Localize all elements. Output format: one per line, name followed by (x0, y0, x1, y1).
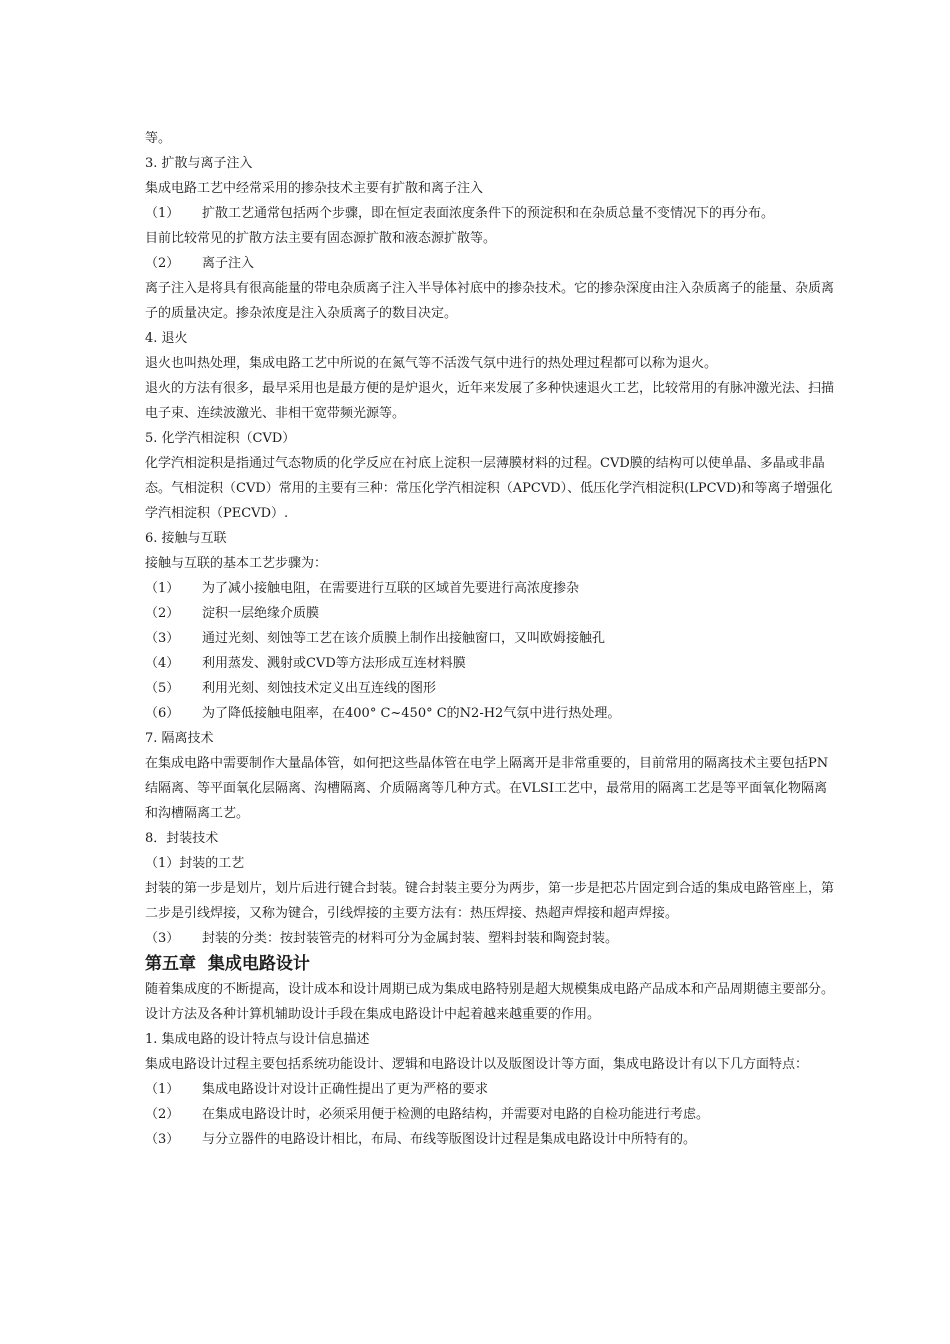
list-item (145, 1077, 835, 1102)
list-text: 封装的分类：按封装管壳的材料可分为金属封装、塑料封装和陶瓷封装。 (202, 931, 619, 946)
section-heading: 3. 扩散与离子注入 (145, 156, 253, 171)
section-heading: 8．封装技术 (145, 831, 219, 846)
section-heading: 7. 隔离技术 (145, 731, 214, 746)
paragraph: 随着集成度的不断提高，设计成本和设计周期已成为集成电路特别是超大规模集成电路产品成本和产品周期德主要部分。设计方法及各种计算机辅助设计手段在集成电路设计中起着越来越重要的作用。 (145, 982, 835, 1022)
list-text: 利用光刻、刻蚀技术定义出互连线的图形 (202, 681, 437, 696)
list-number: （3） (145, 631, 180, 646)
paragraph: 等。 (145, 131, 172, 146)
list-text: 扩散工艺通常包括两个步骤，即在恒定表面浓度条件下的预淀积和在杂质总量不变情况下的再分布。 (202, 206, 775, 221)
paragraph: 集成电路工艺中经常采用的掺杂技术主要有扩散和离子注入 (145, 181, 484, 196)
list-text: 在集成电路设计时，必须采用便于检测的电路结构，并需要对电路的自检功能进行考虑。 (202, 1107, 710, 1122)
list-text: 为了减小接触电阻，在需要进行互联的区域首先要进行高浓度掺杂 (202, 581, 580, 596)
list-item (145, 651, 835, 676)
list-item (145, 1127, 835, 1152)
paragraph: 在集成电路中需要制作大量晶体管，如何把这些晶体管在电学上隔离开是非常重要的，目前常用的隔离技术主要包括PN结隔离、等平面氧化层隔离、沟槽隔离、介质隔离等几种方式。在VLSI工艺中，最常用的隔离工艺是等平面氧化物隔离和沟槽隔离工艺。 (145, 756, 829, 821)
list-number: （2） (145, 1107, 180, 1122)
list-text: 利用蒸发、溅射或CVD等方法形成互连材料膜 (202, 656, 466, 671)
paragraph: 封装的第一步是划片，划片后进行键合封装。键合封装主要分为两步，第一步是把芯片固定到合适的集成电路管座上，第二步是引线焊接，又称为键合，引线焊接的主要方法有：热压焊接、热超声焊接和超声焊接。 (145, 881, 835, 921)
section-heading: 6. 接触与互联 (145, 531, 227, 546)
list-number: （1） (145, 206, 180, 221)
list-item (145, 926, 835, 951)
list-number: （1） (145, 581, 180, 596)
list-item (145, 676, 835, 701)
list-text: 与分立器件的电路设计相比，布局、布线等版图设计过程是集成电路设计中所特有的。 (202, 1132, 697, 1147)
list-text: 淀积一层绝缘介质膜 (202, 606, 320, 621)
list-item (145, 701, 835, 726)
paragraph: 目前比较常见的扩散方法主要有固态源扩散和液态源扩散等。 (145, 231, 497, 246)
list-item (145, 201, 835, 226)
list-item (145, 576, 835, 601)
paragraph: 集成电路设计过程主要包括系统功能设计、逻辑和电路设计以及版图设计等方面，集成电路设计有以下几方面特点： (145, 1057, 809, 1072)
paragraph: 接触与互联的基本工艺步骤为： (145, 556, 328, 571)
paragraph: 退火的方法有很多，最早采用也是最方便的是炉退火，近年来发展了多种快速退火工艺，比较常用的有脉冲激光法、扫描电子束、连续波激光、非相干宽带频光源等。 (145, 381, 835, 421)
document-page (145, 126, 835, 1152)
list-number: （6） (145, 706, 180, 721)
list-text: 集成电路设计对设计正确性提出了更为严格的要求 (202, 1082, 489, 1097)
section-heading: 5. 化学汽相淀积（CVD） (145, 431, 296, 446)
list-number: （4） (145, 656, 180, 671)
paragraph: 退火也叫热处理，集成电路工艺中所说的在氮气等不活泼气氛中进行的热处理过程都可以称为退火。 (145, 356, 718, 371)
list-item (145, 601, 835, 626)
section-heading: 1. 集成电路的设计特点与设计信息描述 (145, 1032, 370, 1047)
list-item (145, 626, 835, 651)
list-number: （3） (145, 931, 180, 946)
list-text: 离子注入 (202, 256, 255, 271)
list-number: （2） (145, 256, 180, 271)
list-number: （3） (145, 1132, 180, 1147)
list-item (145, 251, 835, 276)
list-text: 为了降低接触电阻率，在400° C~450° C的N2-H2气氛中进行热处理。 (202, 706, 621, 721)
section-heading: 4. 退火 (145, 331, 188, 346)
chapter-title: 第五章 集成电路设计 (145, 954, 310, 974)
list-number: （5） (145, 681, 180, 696)
list-item (145, 1102, 835, 1127)
subsection-heading: （1）封装的工艺 (145, 856, 245, 871)
list-number: （2） (145, 606, 180, 621)
paragraph: 化学汽相淀积是指通过气态物质的化学反应在衬底上淀积一层薄膜材料的过程。CVD膜的结构可以使单晶、多晶或非晶态。气相淀积（CVD）常用的主要有三种：常压化学汽相淀积（APCVD）、低压化学汽相淀积(LPCVD)和等离子增强化学汽相淀积（PECVD）. (145, 456, 833, 521)
list-text: 通过光刻、刻蚀等工艺在该介质膜上制作出接触窗口，又叫欧姆接触孔 (202, 631, 606, 646)
paragraph: 离子注入是将具有很高能量的带电杂质离子注入半导体衬底中的掺杂技术。它的掺杂深度由注入杂质离子的能量、杂质离子的质量决定。掺杂浓度是注入杂质离子的数目决定。 (145, 281, 835, 321)
list-number: （1） (145, 1082, 180, 1097)
